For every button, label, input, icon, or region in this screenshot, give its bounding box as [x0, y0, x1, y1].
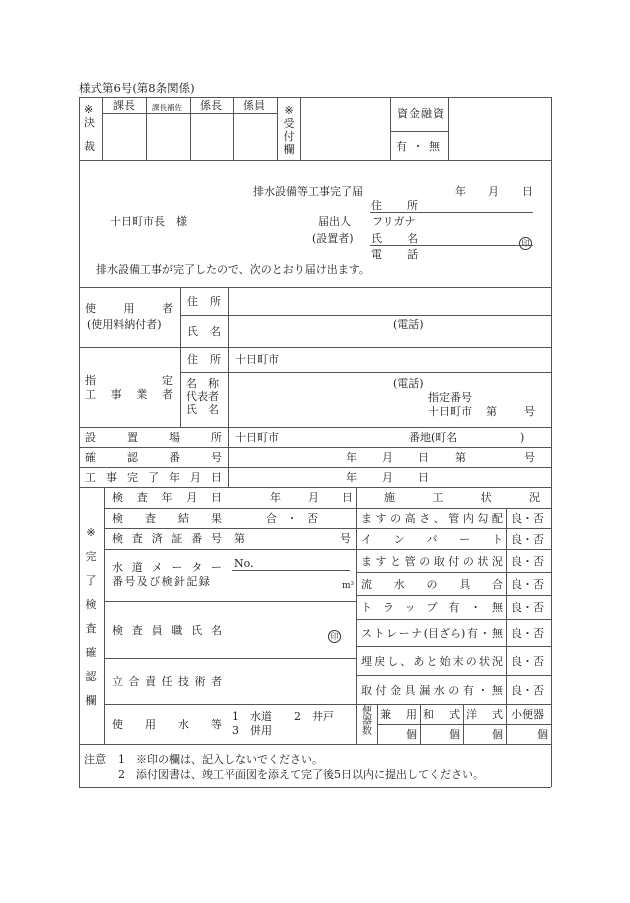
- frame-left: [79, 97, 80, 787]
- confirmation-month[interactable]: 月: [382, 451, 393, 464]
- user-name-input[interactable]: [229, 316, 550, 346]
- status-item-label: ま す の 高 さ 、 管 内 勾 配: [361, 512, 503, 525]
- toilet-type-western: 洋 式: [466, 708, 503, 721]
- date-day[interactable]: 日: [522, 185, 533, 198]
- role-section-chief: 課長: [113, 99, 135, 112]
- address-input[interactable]: [420, 198, 532, 212]
- status-item-label: 流 水 の 具 合: [361, 577, 503, 591]
- user-name-label: 氏 名: [187, 325, 221, 338]
- meter-label-line1: 水 道 メ ー タ ー: [112, 561, 222, 574]
- status-item-value[interactable]: 良・否: [511, 626, 544, 640]
- date-month[interactable]: 月: [488, 185, 499, 198]
- document-title: 排水設備等工事完了届: [253, 185, 363, 198]
- certificate-go: 号: [340, 532, 351, 545]
- toilet-type-dual: 兼 用: [380, 708, 417, 721]
- furigana-label: フリガナ: [372, 215, 416, 228]
- status-item-value[interactable]: 良・否: [511, 512, 544, 525]
- contractor-name-label: 名 称 代表者 氏 名: [186, 377, 219, 416]
- approval-label-top: 決: [84, 116, 95, 129]
- completion-month[interactable]: 月: [382, 471, 393, 484]
- form-number-label: 様式第6号(第8条関係): [79, 81, 195, 95]
- address-label: 住 所: [371, 199, 418, 212]
- contractor-phone-label: (電話): [393, 377, 424, 390]
- water-option-1-num: 1: [232, 710, 239, 723]
- seal-icon: 印: [519, 231, 532, 250]
- contractor-address-value[interactable]: 十日町市: [235, 353, 279, 366]
- inspection-date-label: 検 査 年 月 日: [112, 491, 222, 504]
- reception-field[interactable]: [301, 98, 389, 159]
- toilet-type-urinal: 小便器: [511, 708, 544, 721]
- water-option-tap[interactable]: 水道: [250, 710, 272, 723]
- designation-label: 指定番号: [428, 391, 472, 404]
- completion-year[interactable]: 年: [346, 471, 357, 484]
- designation-go: 号: [524, 405, 535, 418]
- toilet-type-japanese: 和 式: [423, 708, 460, 721]
- applicant-label: 届出人: [318, 215, 351, 228]
- frame-right: [551, 97, 552, 787]
- installer-label: (設置者): [312, 232, 354, 245]
- status-item-value[interactable]: 良・否: [511, 654, 544, 668]
- user-label: 使 用 者: [85, 302, 173, 315]
- user-phone-label: (電話): [393, 318, 424, 331]
- meter-unit: m³: [342, 581, 355, 591]
- toilet-count-dual[interactable]: 個: [406, 728, 417, 741]
- water-option-3-num: 3: [232, 724, 239, 737]
- confirmation-day[interactable]: 日: [418, 451, 429, 464]
- meter-number-input[interactable]: [255, 555, 350, 569]
- meter-reading-input[interactable]: [232, 573, 340, 599]
- user-address-input[interactable]: [229, 288, 550, 314]
- location-label: 設 置 場 所: [85, 431, 222, 444]
- addressee: 十日町市長 様: [110, 215, 187, 228]
- confirmation-dai: 第: [455, 451, 466, 464]
- note-2-number: 2: [118, 768, 125, 781]
- inspection-month[interactable]: 月: [308, 491, 319, 504]
- certificate-number-label: 検 査 済 証 番 号: [112, 532, 222, 545]
- water-option-combined[interactable]: 併用: [250, 724, 272, 737]
- toilet-count-western[interactable]: 個: [492, 728, 503, 741]
- user-address-label: 住 所: [187, 295, 221, 308]
- role-subsection-chief: 係長: [200, 99, 222, 112]
- water-option-2-num: 2: [294, 710, 301, 723]
- location-city[interactable]: 十日町市: [235, 431, 279, 444]
- toilet-count-japanese[interactable]: 個: [449, 728, 460, 741]
- notes-label: 注意: [84, 753, 106, 766]
- funding-field[interactable]: [449, 98, 550, 159]
- name-label: 氏 名: [371, 232, 418, 245]
- status-item-value[interactable]: 良・否: [511, 683, 544, 697]
- frame-bottom: [79, 787, 551, 788]
- role-assistant-chief: 課長補佐: [152, 103, 182, 112]
- approval-label-bottom: 裁: [84, 140, 95, 153]
- construction-status-header: 施 工 状 況: [384, 491, 540, 504]
- inspection-result-value[interactable]: 合 ・ 否: [266, 512, 321, 525]
- status-item-value[interactable]: 良・否: [511, 577, 544, 591]
- inspection-result-label: 検 査 結 果: [112, 512, 222, 525]
- date-year[interactable]: 年: [455, 185, 466, 198]
- status-item-label: 埋 戻 し 、 あ と 始 末 の 状 況: [361, 654, 503, 668]
- note-1-text: ※印の欄は、記入しないでください。: [136, 753, 323, 766]
- note-1-number: 1: [118, 753, 125, 766]
- status-item-label: イ ン バ ー ト: [361, 532, 503, 546]
- confirmation-label: 確 認 番 号: [85, 451, 222, 464]
- status-item-value[interactable]: 良・否: [511, 532, 544, 546]
- designation-city: 十日町市: [428, 405, 472, 418]
- contractor-label-line2: 工 事 業 者: [85, 388, 173, 401]
- funding-options[interactable]: 有 ・ 無: [396, 140, 441, 153]
- status-item-label: ス ト レ ー ナ (目ざら) 有 ・ 無: [361, 626, 503, 640]
- completion-day[interactable]: 日: [418, 471, 429, 484]
- certificate-number-input[interactable]: [250, 530, 335, 547]
- contractor-name-input[interactable]: [229, 373, 550, 426]
- witness-input[interactable]: [229, 659, 355, 703]
- inspector-label: 検 査 員 職 氏 名: [112, 624, 222, 637]
- funding-label: 資金融資: [397, 107, 445, 120]
- inspection-day[interactable]: 日: [342, 491, 353, 504]
- contractor-label-line1: 指 定: [85, 374, 173, 387]
- status-item-label: 取 付 金 具 漏 水 の 有 ・ 無: [361, 683, 503, 697]
- user-sublabel: (使用料納付者): [87, 318, 162, 331]
- inspection-side-label: ※ 完 了 検 査 確 認 欄: [85, 526, 97, 707]
- status-item-value[interactable]: 良・否: [511, 601, 544, 614]
- location-close: ): [520, 431, 525, 444]
- phone-label: 電 話: [371, 248, 418, 261]
- status-item-label: ト ラ ッ プ 有 ・ 無: [361, 601, 503, 614]
- role-staff: 係員: [243, 99, 265, 112]
- witness-label: 立 合 責 任 技 術 者: [112, 675, 222, 688]
- address-underline: [370, 212, 533, 213]
- statement: 排水設備工事が完了したので、次のとおり届け出ます。: [96, 263, 370, 276]
- name-input[interactable]: [420, 231, 516, 245]
- certificate-dai: 第: [234, 532, 245, 545]
- name-underline: [370, 245, 533, 246]
- water-option-well[interactable]: 井戸: [312, 710, 334, 723]
- status-item-label: ま す と 管 の 取 付 の 状 況: [361, 554, 503, 568]
- furigana-input[interactable]: [420, 214, 532, 228]
- water-source-label: 使 用 水 等: [112, 718, 222, 731]
- location-lot[interactable]: 番地(町名: [409, 431, 458, 444]
- meter-no-label: No.: [234, 557, 254, 570]
- confirmation-year[interactable]: 年: [346, 451, 357, 464]
- status-item-value[interactable]: 良・否: [511, 554, 544, 568]
- toilet-count-urinal[interactable]: 個: [537, 728, 548, 741]
- toilet-count-label: 便 器 数: [362, 706, 372, 737]
- phone-input[interactable]: [420, 247, 532, 261]
- approval-mark: ※: [84, 103, 94, 116]
- confirmation-go: 号: [524, 451, 535, 464]
- reception-label: ※ 受 付 欄: [283, 104, 295, 156]
- completion-label: 工 事 完 了 年 月 日: [85, 471, 222, 484]
- contractor-address-label: 住 所: [187, 353, 221, 366]
- designation-dai: 第: [486, 405, 497, 418]
- meter-label-line2: 番号及び検針記録: [112, 575, 212, 588]
- inspection-year[interactable]: 年: [270, 491, 281, 504]
- note-2-text: 添付図書は、竣工平面図を添えて完了後5日以内に提出してください。: [136, 768, 484, 781]
- inspector-seal-icon: 印: [328, 624, 341, 643]
